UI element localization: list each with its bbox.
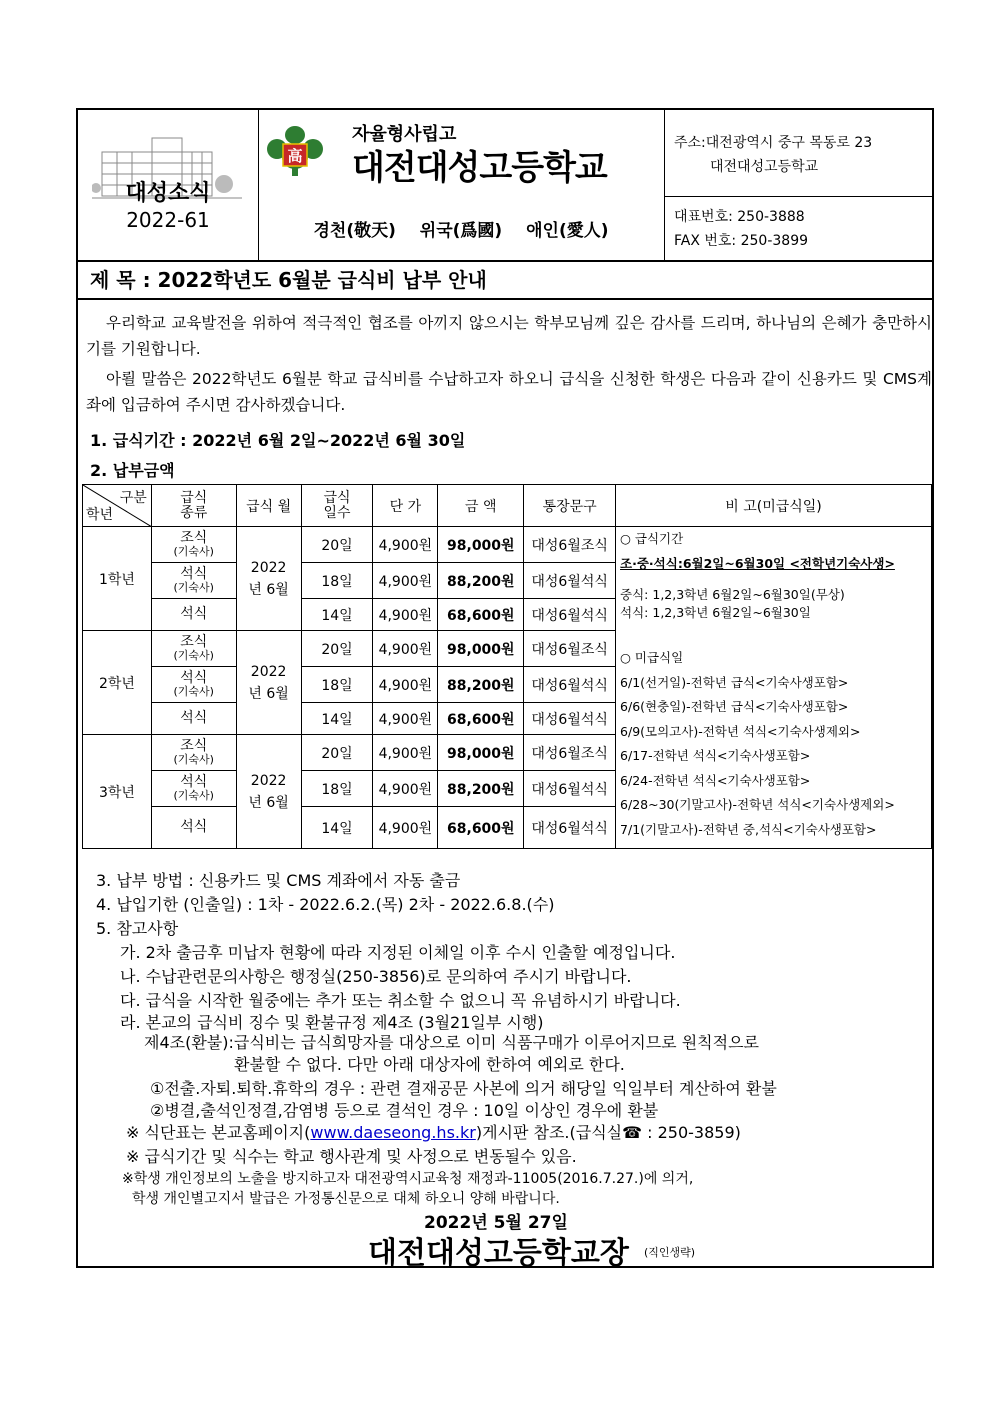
section-1-period: 1. 급식기간 : 2022년 6월 2일~2022년 6월 30일	[90, 431, 466, 450]
school-type: 자율형사립고	[352, 124, 457, 145]
grade-cell: 1학년	[83, 527, 152, 631]
skip-line: 7/1(기말고사)-전학년 중,석식<기숙사생포함>	[620, 821, 877, 837]
menu-notice-suffix: )게시판 참조.(급식실☎ : 250-3859)	[475, 1123, 741, 1142]
unit-price-cell: 4,900원	[373, 599, 438, 631]
meal-type-cell: 석식 (기숙사)	[151, 667, 236, 703]
contact-box	[664, 110, 932, 260]
meal-type-cell: 석식	[151, 599, 236, 631]
section-4-deadline: 4. 납입기한 (인출일) : 1차 - 2022.6.2.(목) 2차 - 2022.6.8.(수)	[96, 895, 555, 914]
header-remarks: 비 고(미급식일)	[616, 485, 932, 527]
address-line-1: 주소:대전광역시 중구 목동로 23	[674, 135, 873, 151]
document-frame	[76, 108, 934, 1271]
school-emblem-icon	[266, 124, 324, 178]
unit-price-cell: 4,900원	[373, 527, 438, 563]
skip-title: ○ 미급식일	[620, 650, 684, 665]
amount-cell: 68,600원	[438, 703, 524, 735]
amount-cell: 88,200원	[438, 771, 524, 807]
meal-days-cell: 20일	[301, 527, 373, 563]
meal-type-cell: 석식 (기숙사)	[151, 563, 236, 599]
school-motto	[258, 216, 664, 241]
motto-2: 위국(爲國)	[419, 221, 503, 241]
unit-price-cell: 4,900원	[373, 563, 438, 599]
amount-cell: 88,200원	[438, 667, 524, 703]
meal-type-cell: 석식 (기숙사)	[151, 771, 236, 807]
meal-days-cell: 20일	[301, 735, 373, 771]
fax-number: FAX 번호: 250-3899	[674, 233, 809, 249]
address-box	[664, 110, 932, 197]
meal-type-cell: 조식 (기숙사)	[151, 527, 236, 563]
section-2-amount: 2. 납부금액	[90, 461, 175, 480]
motto-1: 경천(敬天)	[313, 221, 396, 241]
privacy-notice-1: ※학생 개인정보의 노출을 방지하고자 대전광역시교육청 재정과-11005(2016.7.27.)에 의거,	[122, 1171, 694, 1187]
header-meal-month: 급식 월	[236, 485, 301, 527]
header-unit-price: 단 가	[373, 485, 438, 527]
period-line-2: 중식: 1,2,3학년 6월2일~6월30일(무상)	[620, 587, 845, 602]
skip-line: 6/1(선거일)-전학년 급식<기숙사생포함>	[620, 674, 849, 690]
header-memo: 통장문구	[524, 485, 616, 527]
unit-price-cell: 4,900원	[373, 631, 438, 667]
unit-price-cell: 4,900원	[373, 771, 438, 807]
refund-rule-line-1: 제4조(환불):급식비는 급식희망자를 대상으로 이미 식품구매가 이루어지므로 원칙적으로	[144, 1033, 759, 1052]
homepage-link[interactable]: www.daeseong.hs.kr	[310, 1123, 476, 1142]
skip-line: 6/17-전학년 석식<기숙사생포함>	[620, 748, 811, 763]
newsletter-title: 대성소식	[125, 181, 211, 206]
meal-type-cell: 석식	[151, 703, 236, 735]
grade-cell: 3학년	[83, 735, 152, 849]
meal-days-cell: 14일	[301, 807, 373, 849]
grade-cell: 2학년	[83, 631, 152, 735]
header-meal-type: 급식 종류	[151, 485, 236, 527]
skip-line: 6/24-전학년 석식<기숙사생포함>	[620, 772, 811, 788]
memo-cell: 대성6월석식	[524, 771, 616, 807]
letterhead	[78, 110, 932, 262]
school-name: 대전대성고등학교	[352, 148, 607, 188]
remarks-cell	[616, 527, 932, 849]
intro-paragraph-1: 우리학교 교육발전을 위하여 적극적인 협조를 아끼지 않으시는 학부모님께 깊은 감사를 드리며, 하나님의 은혜가 충만하시기를 기원합니다.	[86, 314, 932, 358]
amount-cell: 98,000원	[438, 631, 524, 667]
meal-month-cell: 2022년 6월	[236, 735, 301, 849]
unit-price-cell: 4,900원	[373, 807, 438, 849]
meal-days-cell: 14일	[301, 599, 373, 631]
meal-month-cell: 2022년 6월	[236, 631, 301, 735]
motto-3: 애인(愛人)	[526, 221, 609, 241]
skip-line: 6/9(모의고사)-전학년 석식<기숙사생제외>	[620, 723, 861, 739]
svg-text:高: 高	[287, 147, 303, 165]
issue-date: 2022년 5월 27일	[424, 1213, 568, 1233]
note-na: 나. 수납관련문의사항은 행정실(250-3856)로 문의하여 주시기 바랍니다.	[120, 967, 632, 986]
meal-type-cell: 조식 (기숙사)	[151, 631, 236, 667]
newsletter-number: 2022-61	[126, 208, 210, 232]
section-3-method: 3. 납부 방법 : 신용카드 및 CMS 계좌에서 자동 출금	[96, 871, 461, 890]
corner-bottom-label: 학년	[86, 507, 114, 523]
newsletter-box	[78, 110, 259, 260]
memo-cell: 대성6월석식	[524, 703, 616, 735]
skip-line: 6/6(현충일)-전학년 급식<기숙사생포함>	[620, 699, 849, 714]
privacy-notice-2: 학생 개인별고지서 발급은 가정통신문으로 대체 하오니 양해 바랍니다.	[132, 1191, 560, 1207]
amount-cell: 68,600원	[438, 599, 524, 631]
corner-top-label: 구분	[119, 490, 147, 506]
meal-type-cell: 조식 (기숙사)	[151, 735, 236, 771]
header-amount: 금 액	[438, 485, 524, 527]
memo-cell: 대성6월석식	[524, 807, 616, 849]
section-5-notes: 5. 참고사항	[96, 919, 179, 938]
amount-cell: 98,000원	[438, 735, 524, 771]
period-title: ○ 급식기간	[620, 531, 684, 546]
skip-line: 6/28~30(기말고사)-전학년 석식<기숙사생제외>	[620, 797, 895, 812]
refund-case-1: ①전출.자퇴.퇴학.휴학의 경우 : 관련 결재공문 사본에 의거 해당일 익일부터 계산하여 환불	[150, 1079, 777, 1098]
amount-cell: 68,600원	[438, 807, 524, 849]
phone-number: 대표번호: 250-3888	[674, 209, 805, 225]
table-header-row	[83, 485, 932, 527]
school-identity	[258, 110, 665, 260]
meal-month-cell: 2022년 6월	[236, 527, 301, 631]
meal-type-cell: 석식	[151, 807, 236, 849]
meal-days-cell: 14일	[301, 703, 373, 735]
note-ga: 가. 2차 출금후 미납자 현황에 따라 지정된 이체일 이후 수시 인출할 예정입니다.	[120, 943, 676, 962]
meal-days-cell: 18일	[301, 771, 373, 807]
menu-notice	[126, 1120, 741, 1143]
meal-days-cell: 18일	[301, 667, 373, 703]
unit-price-cell: 4,900원	[373, 667, 438, 703]
note-da: 다. 급식을 시작한 월중에는 추가 또는 취소할 수 없으니 꼭 유념하시기 바랍니다.	[120, 991, 681, 1010]
corner-cell	[83, 485, 152, 527]
memo-cell: 대성6월조식	[524, 527, 616, 563]
memo-cell: 대성6월조식	[524, 631, 616, 667]
intro-paragraph-2: 아뢸 말씀은 2022학년도 6월분 학교 급식비를 수납하고자 하오니 급식을 신청한 학생은 다음과 같이 신용카드 및 CMS계좌에 입금하여 주시면 감사하겠습니다.	[86, 370, 932, 414]
memo-cell: 대성6월석식	[524, 667, 616, 703]
unit-price-cell: 4,900원	[373, 735, 438, 771]
fee-table	[82, 484, 932, 849]
subject-line: 제 목 : 2022학년도 6월분 급식비 납부 안내	[78, 260, 932, 300]
memo-cell: 대성6월조식	[524, 735, 616, 771]
menu-notice-prefix: ※ 식단표는 본교홈페이지(	[126, 1123, 311, 1142]
amount-cell: 98,000원	[438, 527, 524, 563]
note-ra: 라. 본교의 급식비 징수 및 환불규정 제4조 (3월21일부 시행)	[120, 1013, 544, 1032]
principal-signature: 대전대성고등학교장	[368, 1236, 629, 1271]
memo-cell: 대성6월석식	[524, 563, 616, 599]
seal-omitted-note: (직인생략)	[644, 1246, 696, 1259]
change-notice: ※ 급식기간 및 식수는 학교 행사관계 및 사정으로 변동될수 있음.	[126, 1147, 577, 1166]
period-line-3: 석식: 1,2,3학년 6월2일~6월30일	[620, 605, 811, 620]
refund-rule-line-2: 환불할 수 없다. 다만 아래 대상자에 한하여 예외로 한다.	[234, 1055, 625, 1074]
meal-days-cell: 20일	[301, 631, 373, 667]
amount-cell: 88,200원	[438, 563, 524, 599]
period-line-1: 조·중·석식:6월2일~6월30일 <전학년기숙사생>	[620, 555, 895, 571]
table-row	[83, 527, 932, 563]
unit-price-cell: 4,900원	[373, 703, 438, 735]
address-line-2: 대전대성고등학교	[710, 159, 819, 175]
meal-days-cell: 18일	[301, 563, 373, 599]
header-meal-days: 급식 일수	[301, 485, 373, 527]
refund-case-2: ②병결,출석인정결,감염병 등으로 결석인 경우 : 10일 이상인 경우에 환불	[150, 1101, 659, 1120]
memo-cell: 대성6월석식	[524, 599, 616, 631]
